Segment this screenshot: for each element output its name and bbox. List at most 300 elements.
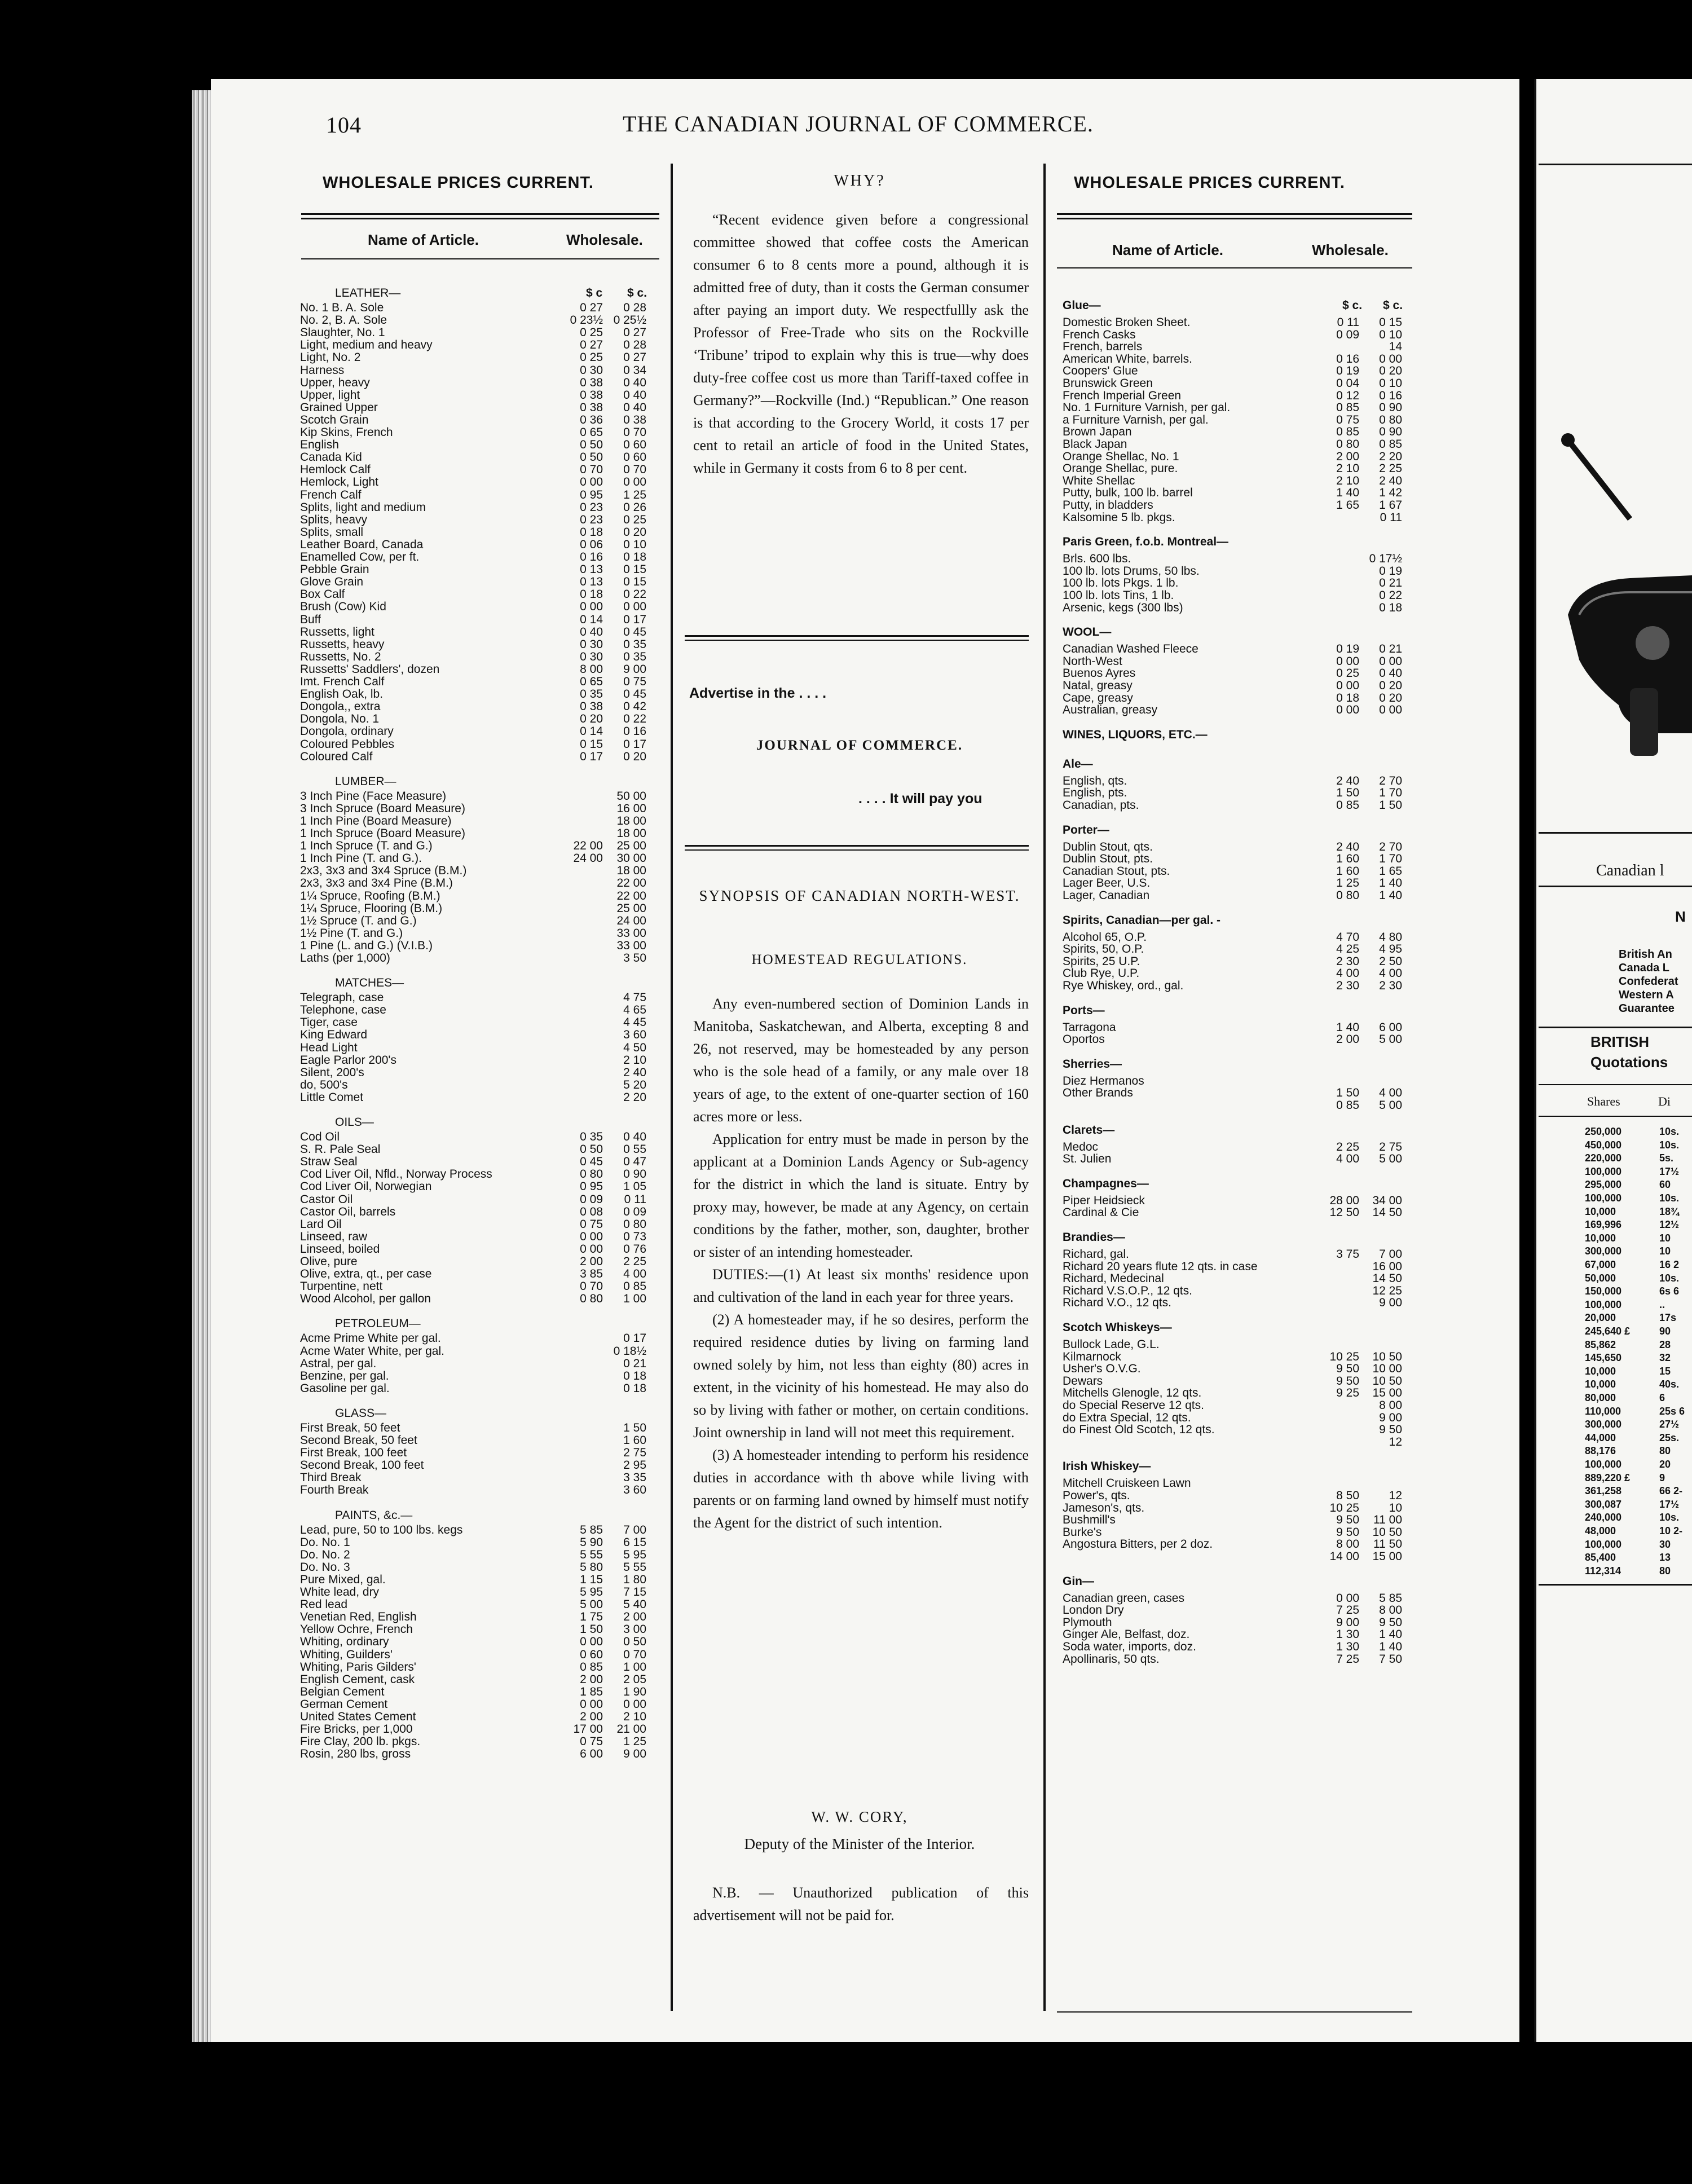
price-row xyxy=(1063,799,1408,812)
article-name: Coloured Calf xyxy=(300,750,373,763)
article-name: Club Rye, U.P. xyxy=(1063,967,1140,980)
price-low: 1 15 xyxy=(580,1573,603,1586)
price-high: 0 45 xyxy=(623,688,646,701)
price-row xyxy=(300,1267,652,1281)
price-row xyxy=(300,1332,652,1345)
price-low: 7 25 xyxy=(1336,1652,1359,1666)
price-row xyxy=(1063,486,1408,500)
article-name: Second Break, 100 feet xyxy=(300,1459,424,1472)
price-low: 4 00 xyxy=(1336,967,1359,980)
price-high: 4 65 xyxy=(623,1003,646,1017)
price-row xyxy=(300,638,652,651)
price-row xyxy=(1063,601,1408,615)
price-low: 2 00 xyxy=(1336,450,1359,463)
price-low: 5 90 xyxy=(580,1535,603,1549)
price-low: 2 10 xyxy=(1336,474,1359,487)
article-name: Pebble Grain xyxy=(300,563,369,576)
price-low: 0 50 xyxy=(580,451,603,464)
dividend: 10s. xyxy=(1659,1139,1680,1151)
price-low: 0 80 xyxy=(580,1292,603,1306)
price-low: 0 13 xyxy=(580,563,603,576)
price-row xyxy=(1063,1592,1408,1605)
price-high: 0 70 xyxy=(623,463,646,477)
article-name: Brls. 600 lbs. xyxy=(1063,552,1131,566)
price-row xyxy=(300,1598,652,1611)
price-row xyxy=(1063,377,1408,390)
price-row xyxy=(1063,865,1408,878)
article-name: Canadian, pts. xyxy=(1063,799,1139,812)
price-low: 2 40 xyxy=(1336,840,1359,853)
price-high: 30 00 xyxy=(616,852,646,865)
price-high: 2 00 xyxy=(623,1610,646,1624)
price-high: 5 40 xyxy=(623,1598,646,1611)
article-name: Olive, pure xyxy=(300,1255,358,1268)
price-row xyxy=(1063,967,1408,980)
price-high: 10 00 xyxy=(1372,1362,1402,1376)
price-low: 2 10 xyxy=(1336,462,1359,475)
article-name: Benzine, per gal. xyxy=(300,1369,389,1382)
price-high: 7 00 xyxy=(623,1523,646,1536)
price-high: 2 95 xyxy=(623,1459,646,1472)
price-high: 0 20 xyxy=(1379,679,1402,692)
price-row xyxy=(1063,340,1408,354)
article-name: Black Japan xyxy=(1063,438,1127,451)
price-high: 4 75 xyxy=(623,991,646,1005)
price-high: 5 00 xyxy=(1379,1152,1402,1166)
article-name: French Casks xyxy=(1063,328,1136,341)
price-high: 10 xyxy=(1389,1501,1402,1514)
price-low: 1 60 xyxy=(1336,864,1359,878)
price-low: 0 25 xyxy=(1336,667,1359,680)
price-high: 0 90 xyxy=(1379,425,1402,439)
adjacent-page-edge xyxy=(1534,79,1536,2042)
dividend: 28 xyxy=(1659,1338,1671,1350)
price-row xyxy=(300,1421,652,1435)
price-row xyxy=(300,1292,652,1306)
price-low: 0 75 xyxy=(580,1217,603,1231)
price-low: 0 18 xyxy=(1336,691,1359,704)
price-high: 0 00 xyxy=(623,600,646,614)
price-row xyxy=(1063,852,1408,866)
adjacent-rule-2 xyxy=(1539,886,1692,887)
price-row xyxy=(300,1345,652,1358)
price-low: 0 80 xyxy=(1336,889,1359,902)
price-low: 0 09 xyxy=(1336,328,1359,341)
article-name: Do. No. 3 xyxy=(300,1560,350,1574)
price-low: 2 00 xyxy=(580,1710,603,1723)
price-row xyxy=(300,1735,652,1749)
price-row xyxy=(1063,1141,1408,1154)
price-row xyxy=(1063,1284,1408,1298)
price-row xyxy=(1063,786,1408,800)
price-high: 0 34 xyxy=(623,363,646,377)
share-count: 85,862 xyxy=(1585,1338,1616,1350)
article-name: Silent, 200's xyxy=(300,1065,364,1079)
price-row xyxy=(1063,1640,1408,1654)
price-high: 0 11 xyxy=(624,1192,646,1206)
price-row xyxy=(300,1459,652,1472)
price-row xyxy=(1063,1436,1408,1449)
article-name: do Extra Special, 12 qts. xyxy=(1063,1411,1191,1424)
price-low: 5 85 xyxy=(580,1523,603,1536)
price-high: 5 20 xyxy=(623,1078,646,1091)
price-high: 1 40 xyxy=(1379,1628,1402,1641)
price-high: 33 00 xyxy=(616,926,646,940)
price-row xyxy=(300,1573,652,1587)
price-high: 5 55 xyxy=(623,1560,646,1574)
price-low: 8 00 xyxy=(580,662,603,676)
price-high: 3 00 xyxy=(623,1623,646,1636)
price-high: 16 00 xyxy=(616,802,646,815)
price-high: 3 60 xyxy=(623,1483,646,1497)
adjacent-rule-6 xyxy=(1539,1584,1692,1586)
price-row xyxy=(300,426,652,439)
price-row xyxy=(300,939,652,953)
price-low: 0 27 xyxy=(580,301,603,314)
price-low: 2 00 xyxy=(580,1255,603,1268)
price-row xyxy=(1063,655,1408,668)
article-name: Orange Shellac, pure. xyxy=(1063,462,1178,475)
price-high: 5 85 xyxy=(1379,1591,1402,1605)
article-name: Gasoline per gal. xyxy=(300,1381,390,1395)
price-high: 0 45 xyxy=(623,625,646,639)
article-name: Head Light xyxy=(300,1041,358,1054)
price-row xyxy=(1063,1628,1408,1641)
price-high: 18 00 xyxy=(616,814,646,827)
price-row xyxy=(1063,1375,1408,1388)
share-count: 150,000 xyxy=(1585,1285,1622,1297)
company-name: Canada L xyxy=(1619,962,1670,974)
price-low: 1 30 xyxy=(1336,1628,1359,1641)
price-low: 17 00 xyxy=(573,1723,603,1736)
price-row xyxy=(300,1661,652,1674)
section-heading: Sherries— xyxy=(1063,1057,1122,1071)
article-name: 1 Pine (L. and G.) (V.I.B.) xyxy=(300,939,433,952)
left-col-name-header: Name of Article. xyxy=(368,231,479,248)
price-row xyxy=(1063,474,1408,488)
price-high: 1 05 xyxy=(623,1180,646,1194)
price-row xyxy=(1063,450,1408,464)
article-name: Piper Heidsieck xyxy=(1063,1194,1145,1207)
price-low: 0 23½ xyxy=(570,314,603,327)
price-high: 2 40 xyxy=(1379,474,1402,487)
price-high: 2 30 xyxy=(1379,979,1402,992)
share-count: 250,000 xyxy=(1585,1126,1622,1137)
share-count: 10,000 xyxy=(1585,1232,1616,1244)
price-row xyxy=(300,1610,652,1624)
article-name: do, 500's xyxy=(300,1078,348,1091)
price-high: 22 00 xyxy=(616,889,646,902)
ad-line-3: . . . . It will pay you xyxy=(858,791,982,807)
price-low: 0 85 xyxy=(1336,799,1359,812)
article-name: Tiger, case xyxy=(300,1016,358,1029)
article-name: Dongola, ordinary xyxy=(300,725,394,738)
price-row xyxy=(1063,943,1408,956)
adjacent-heading-1: BRITISH xyxy=(1590,1033,1649,1050)
page-number: 104 xyxy=(326,112,362,138)
price-row xyxy=(1063,389,1408,403)
price-row xyxy=(300,1003,652,1017)
price-high: 0 90 xyxy=(623,1168,646,1181)
article-name: Wood Alcohol, per gallon xyxy=(300,1292,431,1306)
price-low: 0 15 xyxy=(580,737,603,751)
article-name: Box Calf xyxy=(300,588,345,601)
company-name: Guarantee xyxy=(1619,1002,1675,1015)
price-low: 0 00 xyxy=(580,475,603,489)
price-low: 5 00 xyxy=(580,1598,603,1611)
price-high: 1 40 xyxy=(1379,889,1402,902)
price-low: 3 85 xyxy=(580,1267,603,1281)
ad-line-2: JOURNAL OF COMMERCE. xyxy=(756,738,963,753)
price-high: 0 28 xyxy=(623,301,646,314)
price-row xyxy=(1063,1489,1408,1503)
price-high: 15 00 xyxy=(1372,1386,1402,1400)
price-row xyxy=(300,1143,652,1156)
price-low: 0 70 xyxy=(580,1280,603,1293)
note-paragraph: N.B. — Unauthorized publication of this advertisement will not be paid for. xyxy=(693,1884,1029,1923)
dividend: 10s. xyxy=(1659,1126,1680,1137)
price-row xyxy=(300,1180,652,1194)
share-count: 100,000 xyxy=(1585,1298,1622,1310)
article-name: Kilmarnock xyxy=(1063,1350,1121,1363)
price-high: 4 95 xyxy=(1379,943,1402,956)
price-low: 2 30 xyxy=(1336,954,1359,968)
article-name: Coloured Pebbles xyxy=(300,737,394,751)
price-row xyxy=(300,1723,652,1736)
price-row xyxy=(300,364,652,377)
unit-label: $ c. xyxy=(1383,299,1403,312)
section-heading: Paris Green, f.o.b. Montreal— xyxy=(1063,535,1229,549)
price-low: 0 11 xyxy=(1337,316,1359,329)
dividend: 12½ xyxy=(1659,1219,1680,1231)
article-name: Arsenic, kegs (300 lbs) xyxy=(1063,601,1183,614)
share-count: 220,000 xyxy=(1585,1152,1622,1164)
price-low: 2 25 xyxy=(1336,1140,1359,1153)
article-name: North-West xyxy=(1063,654,1122,668)
article-name: Lard Oil xyxy=(300,1217,342,1231)
price-low: 5 80 xyxy=(580,1560,603,1574)
article-name: Power's, qts. xyxy=(1063,1489,1130,1502)
price-high: 0 16 xyxy=(623,725,646,738)
article-name: St. Julien xyxy=(1063,1152,1112,1166)
adjacent-heading-2: Quotations xyxy=(1590,1054,1668,1071)
article-name: Mitchell Cruiskeen Lawn xyxy=(1063,1477,1191,1490)
price-low: 0 30 xyxy=(580,637,603,651)
price-low: 10 25 xyxy=(1329,1501,1359,1514)
article-name: Putty, in bladders xyxy=(1063,499,1153,512)
price-low: 9 25 xyxy=(1336,1386,1359,1400)
article-name: Canada Kid xyxy=(300,451,362,464)
price-high: 1 80 xyxy=(623,1573,646,1586)
dividend: 5s. xyxy=(1659,1152,1674,1164)
price-high: 0 42 xyxy=(623,700,646,714)
article-name: English, qts. xyxy=(1063,774,1127,787)
price-high: 2 05 xyxy=(623,1672,646,1686)
price-row xyxy=(300,1561,652,1574)
price-low: 9 00 xyxy=(1336,1615,1359,1629)
price-row xyxy=(300,401,652,415)
article-name: Richard V.S.O.P., 12 qts. xyxy=(1063,1284,1192,1297)
article-name: Splits, small xyxy=(300,525,364,539)
price-high: 2 70 xyxy=(1379,840,1402,853)
price-high: 2 25 xyxy=(1379,462,1402,475)
price-high: 0 40 xyxy=(623,400,646,414)
price-high: 14 50 xyxy=(1372,1272,1402,1285)
price-row xyxy=(1063,1362,1408,1376)
price-high: 0 21 xyxy=(623,1357,646,1370)
price-low: 1 50 xyxy=(1336,1086,1359,1100)
price-high: 0 25 xyxy=(623,513,646,526)
article-name: Burke's xyxy=(1063,1525,1102,1539)
price-low: 24 00 xyxy=(573,852,603,865)
article-name: Light, medium and heavy xyxy=(300,338,433,352)
price-high: 18 00 xyxy=(616,864,646,878)
share-count: 10,000 xyxy=(1585,1205,1616,1217)
price-row xyxy=(1063,1604,1408,1617)
price-low: 0 38 xyxy=(580,400,603,414)
price-high: 2 20 xyxy=(623,1090,646,1104)
article-name: Kip Skins, French xyxy=(300,426,393,439)
price-row xyxy=(1063,576,1408,590)
article-name: German Cement xyxy=(300,1697,388,1711)
price-high: 0 15 xyxy=(623,563,646,576)
share-count: 48,000 xyxy=(1585,1525,1616,1536)
article-name: United States Cement xyxy=(300,1710,416,1723)
article-name: Russetts, light xyxy=(300,625,374,639)
price-high: 25 00 xyxy=(616,839,646,853)
price-low: 0 18 xyxy=(580,588,603,601)
price-row xyxy=(1063,1616,1408,1630)
section-heading: Clarets— xyxy=(1063,1123,1115,1137)
price-row xyxy=(300,526,652,539)
price-row xyxy=(300,750,652,764)
article-name: English xyxy=(300,438,339,452)
price-high: 1 65 xyxy=(1379,864,1402,878)
section-heading: GLASS— xyxy=(335,1406,387,1420)
price-high: 50 00 xyxy=(616,789,646,803)
unit-label: $ c xyxy=(586,287,603,300)
article-name: Dublin Stout, pts. xyxy=(1063,852,1153,866)
price-low: 0 00 xyxy=(1336,703,1359,717)
price-row xyxy=(1063,1260,1408,1274)
share-count: 245,640 £ xyxy=(1585,1326,1631,1337)
price-high: 0 40 xyxy=(623,388,646,402)
section-heading: Brandies— xyxy=(1063,1231,1125,1244)
price-row xyxy=(300,1635,652,1649)
article-name: Brown Japan xyxy=(1063,425,1132,439)
price-row xyxy=(300,790,652,803)
right-price-column xyxy=(1046,79,1519,2042)
dividend: 40s. xyxy=(1659,1379,1680,1390)
price-low: 0 80 xyxy=(580,1168,603,1181)
section-heading: OILS— xyxy=(335,1116,374,1129)
price-high: 0 26 xyxy=(623,500,646,514)
price-low: 0 19 xyxy=(1336,364,1359,378)
price-row xyxy=(300,600,652,614)
dividend: 10 2- xyxy=(1659,1525,1683,1536)
article-name: Scotch Grain xyxy=(300,413,369,426)
price-high: 0 18 xyxy=(1379,601,1402,614)
article-name: No. 2, B. A. Sole xyxy=(300,314,387,327)
price-row xyxy=(1063,499,1408,512)
price-row xyxy=(300,613,652,627)
price-high: 12 25 xyxy=(1372,1284,1402,1297)
price-high: 7 50 xyxy=(1379,1652,1402,1666)
article-name: Hemlock, Light xyxy=(300,475,378,489)
price-row xyxy=(300,1255,652,1269)
price-high: 0 85 xyxy=(1379,438,1402,451)
price-high: 0 17 xyxy=(623,613,646,626)
price-row xyxy=(300,376,652,390)
article-name: 1¼ Spruce, Roofing (B.M.) xyxy=(300,889,440,902)
article-name: Medoc xyxy=(1063,1140,1099,1153)
price-high: 1 50 xyxy=(623,1421,646,1434)
price-low: 0 14 xyxy=(580,725,603,738)
price-high: 0 60 xyxy=(623,451,646,464)
price-row xyxy=(300,1648,652,1662)
article-name: Cod Liver Oil, Nfld., Norway Process xyxy=(300,1168,492,1181)
price-high: 33 00 xyxy=(616,939,646,952)
article-name: 2x3, 3x3 and 3x4 Pine (B.M.) xyxy=(300,877,453,890)
price-row xyxy=(1063,353,1408,366)
dividend: 17s xyxy=(1659,1312,1677,1324)
right-rule-bottom xyxy=(1057,2011,1412,2013)
price-row xyxy=(1063,462,1408,475)
publication-note xyxy=(693,1882,1029,1927)
article-name: Imt. French Calf xyxy=(300,675,385,688)
right-col-name-header: Name of Article. xyxy=(1112,241,1223,258)
price-row xyxy=(300,1382,652,1395)
article-name: Rye Whiskey, ord., gal. xyxy=(1063,979,1184,992)
price-row xyxy=(300,650,652,664)
price-row xyxy=(300,952,652,965)
article-name: French, barrels xyxy=(1063,340,1143,354)
price-row xyxy=(300,1685,652,1699)
price-row xyxy=(1063,1086,1408,1100)
price-low: 1 30 xyxy=(1336,1640,1359,1653)
adjacent-rule-4 xyxy=(1539,1084,1692,1085)
price-low: 10 25 xyxy=(1329,1350,1359,1363)
article-name: Spirits, 50, O.P. xyxy=(1063,943,1144,956)
homestead-title: HOMESTEAD REGULATIONS. xyxy=(751,952,968,967)
article-name: Lager Beer, U.S. xyxy=(1063,877,1151,890)
article-name: Do. No. 1 xyxy=(300,1535,350,1549)
article-name: First Break, 100 feet xyxy=(300,1446,407,1460)
price-high: 0 40 xyxy=(623,376,646,389)
price-high: 1 42 xyxy=(1379,486,1402,500)
article-name: Brunswick Green xyxy=(1063,377,1153,390)
price-high: 22 00 xyxy=(616,877,646,890)
price-row xyxy=(300,663,652,676)
price-row xyxy=(1063,1021,1408,1034)
price-row xyxy=(1063,1075,1408,1088)
share-count: 240,000 xyxy=(1585,1512,1622,1523)
price-high: 0 20 xyxy=(623,525,646,539)
price-row xyxy=(300,1357,652,1371)
article-name: Jameson's, qts. xyxy=(1063,1501,1145,1514)
price-row xyxy=(300,1370,652,1383)
price-row xyxy=(1063,1272,1408,1285)
price-row xyxy=(300,563,652,576)
price-low: 0 09 xyxy=(580,1192,603,1206)
price-high: 10 50 xyxy=(1372,1350,1402,1363)
price-low: 9 50 xyxy=(1336,1513,1359,1527)
price-low: 0 30 xyxy=(580,650,603,663)
price-low: 0 14 xyxy=(580,613,603,626)
price-high: 16 00 xyxy=(1372,1260,1402,1273)
article-name: Rosin, 280 lbs, gross xyxy=(300,1747,411,1761)
price-row xyxy=(300,1243,652,1256)
